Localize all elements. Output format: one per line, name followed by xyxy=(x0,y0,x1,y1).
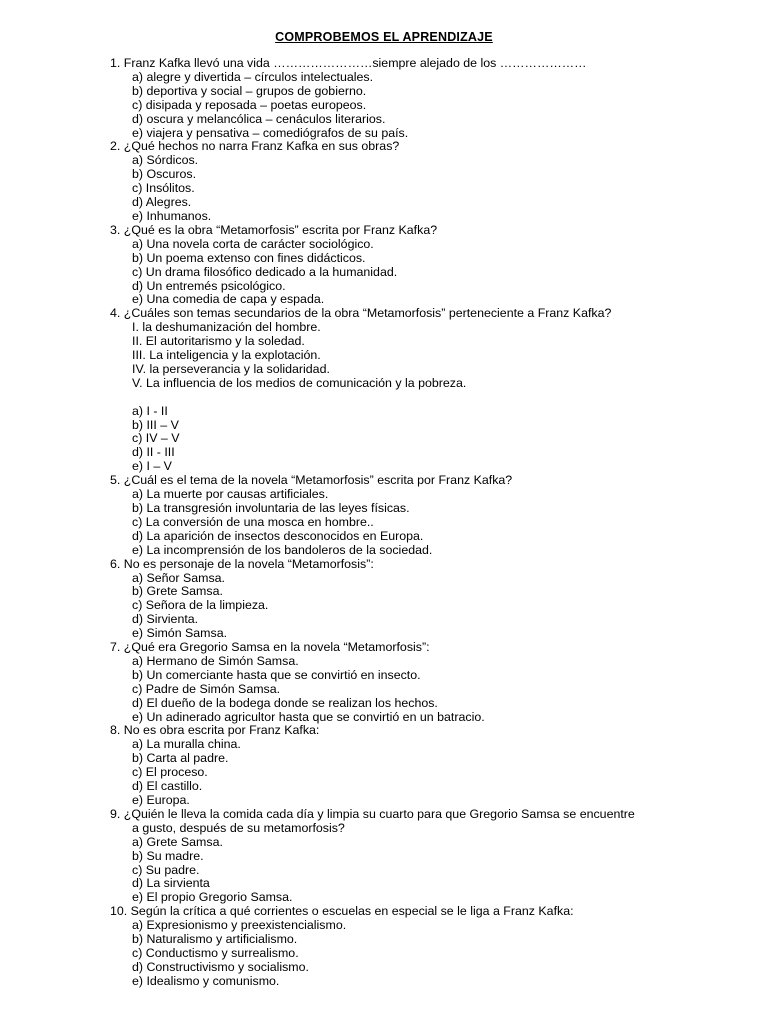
option: c) Insólitos. xyxy=(132,181,195,196)
option: b) La transgresión involuntaria de las leyes físicas. xyxy=(132,500,410,515)
statement: III. La inteligencia y la explotación. xyxy=(132,348,321,363)
option: e) Una comedia de capa y espada. xyxy=(132,292,325,307)
option: a) Sórdicos. xyxy=(132,153,199,168)
option: b) Oscuros. xyxy=(132,167,197,182)
option: a) Hermano de Simón Samsa. xyxy=(132,653,299,668)
option: a) Señor Samsa. xyxy=(132,570,225,585)
option: b) Un poema extenso con fines didácticos. xyxy=(132,250,366,265)
option: b) Un comerciante hasta que se convirtió en insecto. xyxy=(132,667,421,682)
option: a) alegre y divertida – círculos intelectuales. xyxy=(132,69,374,84)
option: d) El dueño de la bodega donde se realizan los hechos. xyxy=(132,695,438,710)
option: a) Grete Samsa. xyxy=(132,834,223,849)
statement: I. la deshumanización del hombre. xyxy=(132,320,321,335)
option: c) Conductismo y surrealismo. xyxy=(132,945,299,960)
option: d) La aparición de insectos desconocidos en Europa. xyxy=(132,528,424,543)
option: d) II - III xyxy=(132,445,175,460)
spacer xyxy=(110,391,750,405)
option: c) Padre de Simón Samsa. xyxy=(132,681,281,696)
question-text: 1. Franz Kafka llevó una vida ……………………siempre alejado de los ………………… xyxy=(110,56,587,70)
option: c) Su padre. xyxy=(132,862,200,877)
option: e) I – V xyxy=(132,459,172,474)
question-text: 8. No es obra escrita por Franz Kafka: xyxy=(110,723,320,738)
option: c) disipada y reposada – poetas europeos. xyxy=(132,97,367,112)
question-text: 6. No es personaje de la novela “Metamorfosis”: xyxy=(110,556,374,571)
option: c) Un drama filosófico dedicado a la humanidad. xyxy=(132,264,398,279)
statement: V. La influencia de los medios de comunicación y la pobreza. xyxy=(132,375,467,390)
question-text: 4. ¿Cuáles son temas secundarios de la obra “Metamorfosis” perteneciente a Franz Kafka? xyxy=(110,306,612,321)
question-text-continuation: a gusto, después de su metamorfosis? xyxy=(132,820,345,835)
option: e) viajera y pensativa – comediógrafos de su país. xyxy=(132,125,409,140)
option: e) Simón Samsa. xyxy=(132,626,228,641)
option: a) I - II xyxy=(132,403,168,418)
question-5 xyxy=(110,474,750,557)
option: b) Su madre. xyxy=(132,848,204,863)
question-text: 9. ¿Quién le lleva la comida cada día y limpia su cuarto para que Gregorio Samsa se encuentre xyxy=(110,806,635,821)
page-title: COMPROBEMOS EL APRENDIZAJE xyxy=(275,30,493,44)
option: e) La incomprensión de los bandoleros de la sociedad. xyxy=(132,542,433,557)
option: a) La muerte por causas artificiales. xyxy=(132,487,329,502)
option: b) deportiva y social – grupos de gobierno. xyxy=(132,83,367,98)
option: b) Grete Samsa. xyxy=(132,584,223,599)
option: d) Un entremés psicológico. xyxy=(132,278,286,293)
option: c) IV – V xyxy=(132,431,180,446)
option: e) Europa. xyxy=(132,793,190,808)
question-1 xyxy=(110,57,750,140)
question-text: 2. ¿Qué hechos no narra Franz Kafka en sus obras? xyxy=(110,139,400,154)
option: d) Constructivismo y socialismo. xyxy=(132,959,309,974)
option: d) Sirvienta. xyxy=(132,612,199,627)
option: d) oscura y melancólica – cenáculos literarios. xyxy=(132,111,386,126)
question-text: 10. Según la crítica a qué corrientes o escuelas en especial se le liga a Franz Kafka: xyxy=(110,904,574,919)
option: b) III – V xyxy=(132,417,179,432)
option: c) El proceso. xyxy=(132,765,208,780)
question-text: 7. ¿Qué era Gregorio Samsa en la novela “Metamorfosis”: xyxy=(110,640,430,655)
option: e) Idealismo y comunismo. xyxy=(132,973,280,988)
statement: IV. la perseverancia y la solidaridad. xyxy=(132,361,330,376)
option: c) Señora de la limpieza. xyxy=(132,598,269,613)
option: d) La sirvienta xyxy=(132,876,210,891)
question-text: 3. ¿Qué es la obra “Metamorfosis” escrita por Franz Kafka? xyxy=(110,222,438,237)
question-list xyxy=(110,57,750,989)
option: a) Una novela corta de carácter sociológico. xyxy=(132,236,374,251)
option: a) La muralla china. xyxy=(132,737,241,752)
question-6 xyxy=(110,558,750,641)
question-text: 5. ¿Cuál es el tema de la novela “Metamorfosis” escrita por Franz Kafka? xyxy=(110,473,513,488)
question-7 xyxy=(110,641,750,724)
option: c) La conversión de una mosca en hombre.. xyxy=(132,514,374,529)
option: d) El castillo. xyxy=(132,779,203,794)
option: a) Expresionismo y preexistencialismo. xyxy=(132,918,347,933)
question-3 xyxy=(110,224,750,307)
option: e) Un adinerado agricultor hasta que se convirtió en un batracio. xyxy=(132,709,485,724)
question-2 xyxy=(110,140,750,223)
question-4 xyxy=(110,307,750,474)
option: b) Naturalismo y artificialismo. xyxy=(132,932,298,947)
option: e) Inhumanos. xyxy=(132,208,212,223)
option: b) Carta al padre. xyxy=(132,751,229,766)
option: e) El propio Gregorio Samsa. xyxy=(132,890,293,905)
statement: II. El autoritarismo y la soledad. xyxy=(132,334,305,349)
question-9 xyxy=(110,808,750,905)
option: d) Alegres. xyxy=(132,195,192,210)
question-10 xyxy=(110,905,750,988)
question-8 xyxy=(110,724,750,807)
